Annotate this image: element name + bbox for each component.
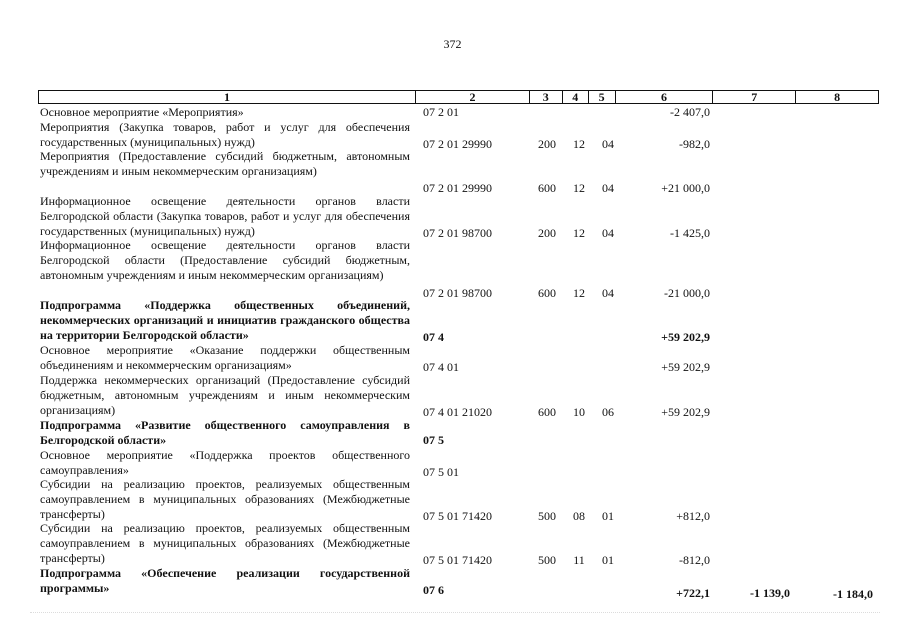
row-pr: 01	[602, 509, 614, 523]
row-amount: -21 000,0	[664, 286, 710, 300]
row-amount: +812,0	[676, 509, 710, 523]
row-amount: +722,1	[676, 586, 710, 600]
header-col-6: 6	[616, 91, 714, 103]
header-col-1: 1	[39, 91, 416, 103]
row-name: Основное мероприятие «Поддержка проектов общественного самоуправления»	[40, 448, 410, 477]
row-pr: 04	[602, 137, 614, 151]
row-amount: +59 202,9	[661, 360, 710, 374]
header-col-2: 2	[416, 91, 530, 103]
row-amount: -2 407,0	[670, 105, 710, 119]
row-amount: -812,0	[679, 553, 710, 567]
row-pr: 01	[602, 553, 614, 567]
row-amount: +59 202,9	[661, 405, 710, 419]
row-code: 07 2 01 29990	[423, 181, 492, 195]
row-amount-2: -1 139,0	[750, 586, 790, 600]
row-code: 07 2 01	[423, 105, 459, 119]
row-amount: +21 000,0	[661, 181, 710, 195]
row-vr: 600	[538, 286, 556, 300]
row-vr: 200	[538, 137, 556, 151]
row-vr: 600	[538, 405, 556, 419]
row-vr: 500	[538, 509, 556, 523]
row-rz: 12	[573, 181, 585, 195]
row-name: Мероприятия (Предоставление субсидий бюджетным, автономным учреждениям и иным некоммерческим организациям)	[40, 149, 410, 178]
row-pr: 04	[602, 286, 614, 300]
row-amount-3: -1 184,0	[833, 587, 873, 601]
row-code: 07 5	[423, 433, 444, 447]
row-rz: 12	[573, 226, 585, 240]
row-code: 07 4	[423, 330, 444, 344]
row-code: 07 6	[423, 583, 444, 597]
row-name: Субсидии на реализацию проектов, реализуемых общественным самоуправлением в муниципальных образованиях (Межбюджетные трансферты)	[40, 477, 410, 521]
row-rz: 11	[573, 553, 585, 567]
row-code: 07 4 01 21020	[423, 405, 492, 419]
row-amount: -1 425,0	[670, 226, 710, 240]
row-code: 07 2 01 98700	[423, 226, 492, 240]
scan-noise	[30, 612, 880, 623]
row-name: Основное мероприятие «Оказание поддержки общественным объединениям и некоммерческим организациям»	[40, 343, 410, 372]
row-name: Подпрограмма «Развитие общественного самоуправления в Белгородской области»	[40, 418, 410, 447]
row-code: 07 5 01	[423, 465, 459, 479]
row-amount: -982,0	[679, 137, 710, 151]
row-code: 07 5 01 71420	[423, 509, 492, 523]
row-name: Субсидии на реализацию проектов, реализуемых общественным самоуправлением в муниципальных образованиях (Межбюджетные трансферты)	[40, 521, 410, 565]
row-vr: 500	[538, 553, 556, 567]
table-header	[38, 90, 879, 104]
row-name: Подпрограмма «Поддержка общественных объединений, некоммерческих организаций и инициатив гражданского общества на территории Белгородской области»	[40, 298, 410, 342]
row-pr: 04	[602, 226, 614, 240]
row-vr: 600	[538, 181, 556, 195]
row-vr: 200	[538, 226, 556, 240]
row-code: 07 5 01 71420	[423, 553, 492, 567]
row-rz: 10	[573, 405, 585, 419]
row-pr: 04	[602, 181, 614, 195]
row-code: 07 4 01	[423, 360, 459, 374]
row-name: Основное мероприятие «Мероприятия»	[40, 105, 244, 119]
page-number: 372	[443, 37, 462, 51]
row-rz: 12	[573, 137, 585, 151]
row-rz: 08	[573, 509, 585, 523]
header-col-3: 3	[530, 91, 563, 103]
row-pr: 06	[602, 405, 614, 419]
row-name: Подпрограмма «Обеспечение реализации государственной программы»	[40, 566, 410, 595]
row-name: Информационное освещение деятельности органов власти Белгородской области (Закупка товаров, работ и услуг для обеспечения государственных (муниципальных) нужд)	[40, 194, 410, 238]
header-col-4: 4	[563, 91, 589, 103]
row-code: 07 2 01 29990	[423, 137, 492, 151]
row-amount: +59 202,9	[661, 330, 710, 344]
row-rz: 12	[573, 286, 585, 300]
header-col-5: 5	[589, 91, 616, 103]
row-name: Поддержка некоммерческих организаций (Предоставление субсидий бюджетным, автономным учреждениям и иным некоммерческим организациям)	[40, 373, 410, 417]
row-name: Мероприятия (Закупка товаров, работ и услуг для обеспечения государственных (муниципальных) нужд)	[40, 120, 410, 149]
row-code: 07 2 01 98700	[423, 286, 492, 300]
header-col-7: 7	[713, 91, 796, 103]
header-col-8: 8	[834, 90, 841, 104]
row-name: Информационное освещение деятельности органов власти Белгородской области (Предоставление субсидий бюджетным, автономным учреждениям и иным некоммерческим организациям)	[40, 238, 410, 282]
